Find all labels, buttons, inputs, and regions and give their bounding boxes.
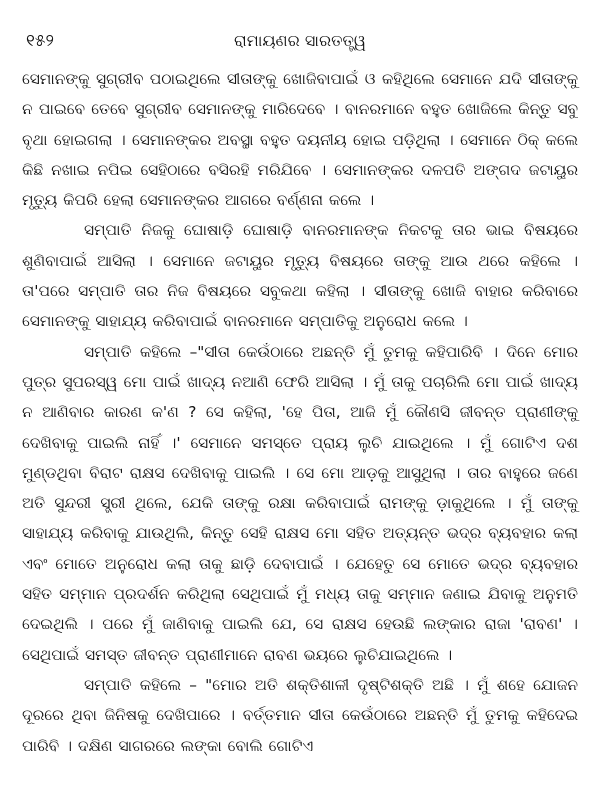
page-number: ୧୫୨ [26,31,54,51]
paragraph-3: ସମ୍ପାତି କହିଲେ –"ସୀତା କେଉଁଠାରେ ଅଛନ୍ତି ମୁଁ ତୁମକୁ କହିପାରିବି । ଦିନେ ମୋର ପୁତ୍ର ସୁପରସ୍ୱ ମୋ ପାଇଁ ଖାଦ୍ୟ ନଆଣି ଫେରି ଆସିଲା । ମୁଁ ତାକୁ ପଚାରିଲି ମୋ ପାଇଁ ଖାଦ୍ୟ ନ ଆଣିବାର କାରଣ କ'ଣ ? ସେ କହିଲା, 'ହେ ପିତା, ଆଜି ମୁଁ କୌଣସି ଜୀବନ୍ତ ପ୍ରାଣୀଙ୍କୁ ଦେଖିବାକୁ ପାଇଲି ନାହିଁ ।' ସେମାନେ ସମସ୍ତେ ପ୍ରାୟ ଲୁଚି ଯାଇଥିଲେ । ମୁଁ ଗୋଟିଏ ଦଶ ମୁଣ୍ଡଥିବା ବିରାଟ ରାକ୍ଷସ ଦେଖିବାକୁ ପାଇଲି । ସେ ମୋ ଆଡ଼କୁ ଆସୁଥିଲା । ତାର ବାହୁରେ ଜଣେ ଅତି ସୁନ୍ଦରୀ ସ୍ତ୍ରୀ ଥିଲେ, ଯେକି ତାଙ୍କୁ ରକ୍ଷା କରିବାପାଇଁ ରାମଙ୍କୁ ଡ଼ାକୁଥିଲେ । ମୁଁ ତାଙ୍କୁ ସାହାଯ୍ୟ କରିବାକୁ ଯାଉଥିଲି, କିନ୍ତୁ ସେହି ରାକ୍ଷସ ମୋ ସହିତ ଅତ୍ୟନ୍ତ ଭଦ୍ର ବ୍ୟବହାର କଲା ଏବଂ ମୋତେ ଅନୁରୋଧ କଲା ତାକୁ ଛାଡ଼ି ଦେବାପାଇଁ । ଯେହେତୁ ସେ ମୋତେ ଭଦ୍ର ବ୍ୟବହାର ସହିତ ସମ୍ମାନ ପ୍ରଦର୍ଶନ କରିଥିଲା ସେଥିପାଇଁ ମୁଁ ମଧ୍ୟ ତାକୁ ସମ୍ମାନ ଜଣାଇ ଯିବାକୁ ଅନୁମତି ଦେଇଥିଲି । ପରେ ମୁଁ ଜାଣିବାକୁ ପାଇଲି ଯେ, ସେ ରାକ୍ଷସ ହେଉଛି ଲଙ୍କାର ରାଜା 'ରାବଣ' । ସେଥିପାଇଁ ସମସ୍ତ ଜୀବନ୍ତ ପ୍ରାଣୀମାନେ ରାବଣ ଭୟରେ ଲୁଚିଯାଇଥିଲେ । [22,342,578,664]
paragraph-2: ସମ୍ପାତି ନିଜକୁ ଘୋଷାଡ଼ି ଘୋଷାଡ଼ି ବାନରମାନଙ୍କ ନିକଟକୁ ତାର ଭାଇ ବିଷୟରେ ଶୁଣିବାପାଇଁ ଆସିଲା । ସେମାନେ ଜଟାୟୁର ମୃତ୍ୟୁ ବିଷୟରେ ତାଙ୍କୁ ଆଉ ଥରେ କହିଲେ । ତା'ପରେ ସମ୍ପାତି ତାର ନିଜ ବିଷୟରେ ସବୁକଥା କହିଲା । ସୀତାଙ୍କୁ ଖୋଜି ବାହାର କରିବାରେ ସେମାନଙ୍କୁ ସାହାଯ୍ୟ କରିବାପାଇଁ ବାନରମାନେ ସମ୍ପାତିକୁ ଅନୁରୋଧ କଲେ । [22,221,578,331]
paragraph-4: ସମ୍ପାତି କହିଲେ – "ମୋର ଅତି ଶକ୍ତିଶାଳୀ ଦୃଷ୍ଟିଶକ୍ତି ଅଛି । ମୁଁ ଶହେ ଯୋଜନ ଦୂରରେ ଥିବା ଜିନିଷକୁ ଦେଖିପାରେ । ବର୍ତ୍ତମାନ ସୀତା କେଉଁଠାରେ ଅଛନ୍ତି ମୁଁ ତୁମକୁ କହିଦେଇ ପାରିବି । ଦକ୍ଷିଣ ସାଗରରେ ଲଙ୍କା ବୋଲି ଗୋଟିଏ [22,675,578,755]
paragraph-1: ସେମାନଙ୍କୁ ସୁଗ୍ରୀବ ପଠାଇଥିଲେ ସୀତାଙ୍କୁ ଖୋଜିବାପାଇଁ ଓ କହିଥିଲେ ସେମାନେ ଯଦି ସୀତାଙ୍କୁ ନ ପାଇବେ ତେବେ ସୁଗ୍ରୀବ ସେମାନଙ୍କୁ ମାରିଦେବେ । ବାନରମାନେ ବହୁତ ଖୋଜିଲେ କିନ୍ତୁ ସବୁ ବୃଥା ହୋଇଗଲା । ସେମାନଙ୍କର ଅବସ୍ଥା ବହୁତ ଦୟନୀୟ ହୋଇ ପଡ଼ିଥିଲା । ସେମାନେ ଠିକ୍ କଲେ କିଛି ନଖାଇ ନପିଇ ସେହିଠାରେ ବସିରହି ମରିଯିବେ । ସେମାନଙ୍କର ଦଳପତି ଅଙ୍ଗଦ ଜଟାୟୁର ମୃତ୍ୟୁ କିପରି ହେଲା ସେମାନଙ୍କର ଆଗରେ ବର୍ଣ୍ଣନା କଲେ । [22,70,578,210]
running-header [22,28,578,54]
body-text [22,64,578,761]
book-title: ରାମାୟଣର ସାରତତ୍ତ୍ୱ [234,31,366,50]
